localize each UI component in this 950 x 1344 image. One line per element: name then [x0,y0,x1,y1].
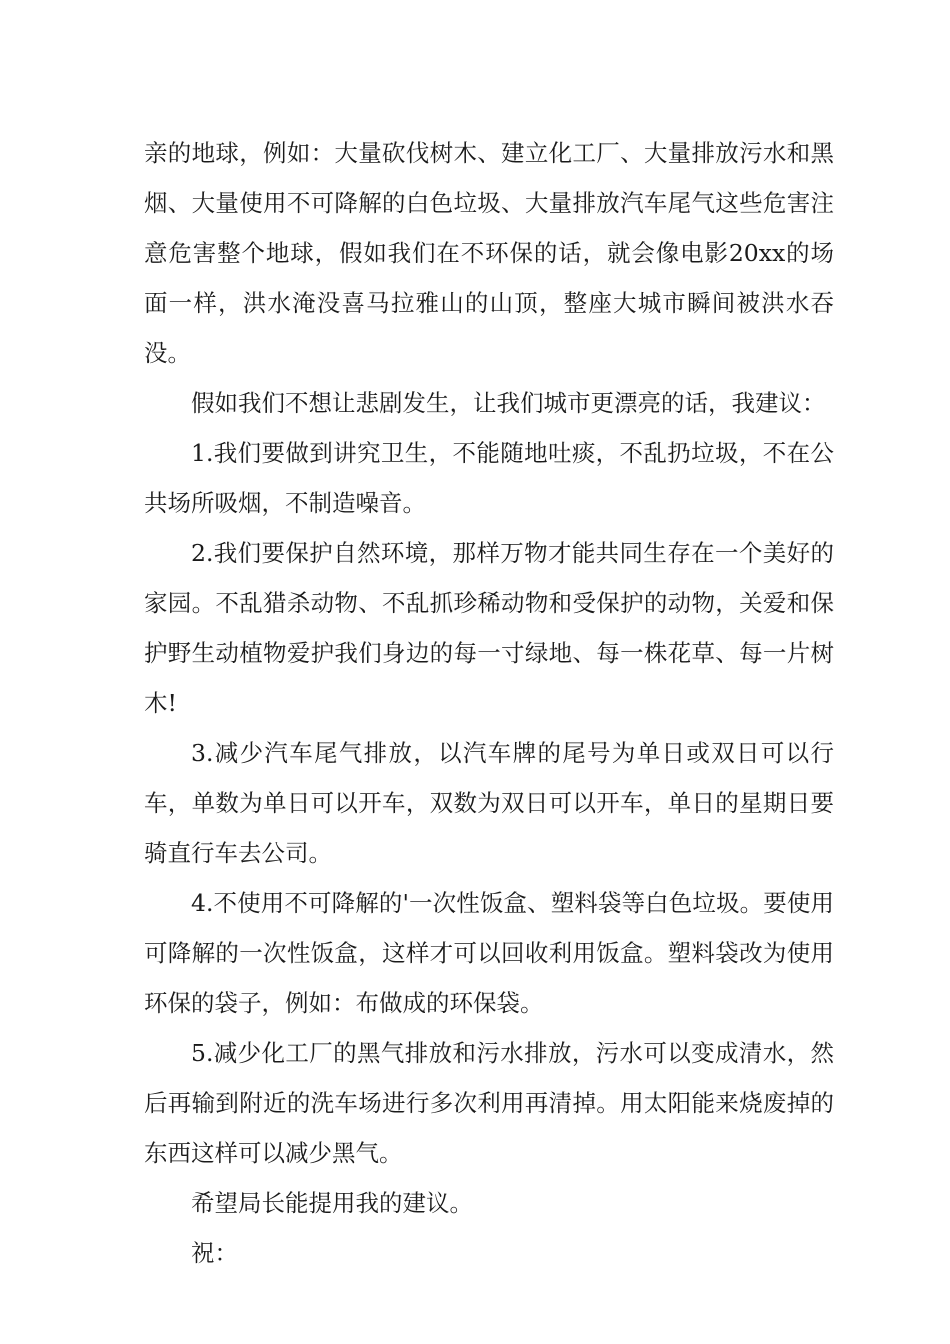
paragraph-suggestion-5: 5.减少化工厂的黑气排放和污水排放，污水可以变成清水，然后再输到附近的洗车场进行多次利用再清掉。用太阳能来烧废掉的东西这样可以减少黑气。 [144,1039,834,1167]
paragraph-intro-suggestion: 假如我们不想让悲剧发生，让我们城市更漂亮的话，我建议： [191,389,826,417]
paragraph-suggestion-2: 2.我们要保护自然环境，那样万物才能共同生存在一个美好的家园。不乱猎杀动物、不乱抓珍稀动物和受保护的动物，关爱和保护野生动植物爱护我们身边的每一寸绿地、每一株花草、每一片树木! [144,539,834,717]
document-body [144,128,834,1278]
paragraph-suggestion-1: 1.我们要做到讲究卫生，不能随地吐痰，不乱扔垃圾，不在公共场所吸烟，不制造噪音。 [144,439,834,517]
paragraph-hope: 希望局长能提用我的建议。 [191,1189,473,1217]
paragraph-suggestion-3: 3.减少汽车尾气排放，以汽车牌的尾号为单日或双日可以行车，单数为单日可以开车，双数为双日可以开车，单日的星期日要骑直行车去公司。 [144,739,834,867]
paragraph-continuation: 亲的地球，例如：大量砍伐树木、建立化工厂、大量排放污水和黑烟、大量使用不可降解的白色垃圾、大量排放汽车尾气这些危害注意危害整个地球，假如我们在不环保的话，就会像电影20xx的场面一样，洪水淹没喜马拉雅山的山顶，整座大城市瞬间被洪水吞没。 [144,139,834,367]
paragraph-salutation: 祝： [191,1239,238,1267]
paragraph-suggestion-4: 4.不使用不可降解的'一次性饭盒、塑料袋等白色垃圾。要使用可降解的一次性饭盒，这样才可以回收利用饭盒。塑料袋改为使用环保的袋子，例如：布做成的环保袋。 [144,889,834,1017]
